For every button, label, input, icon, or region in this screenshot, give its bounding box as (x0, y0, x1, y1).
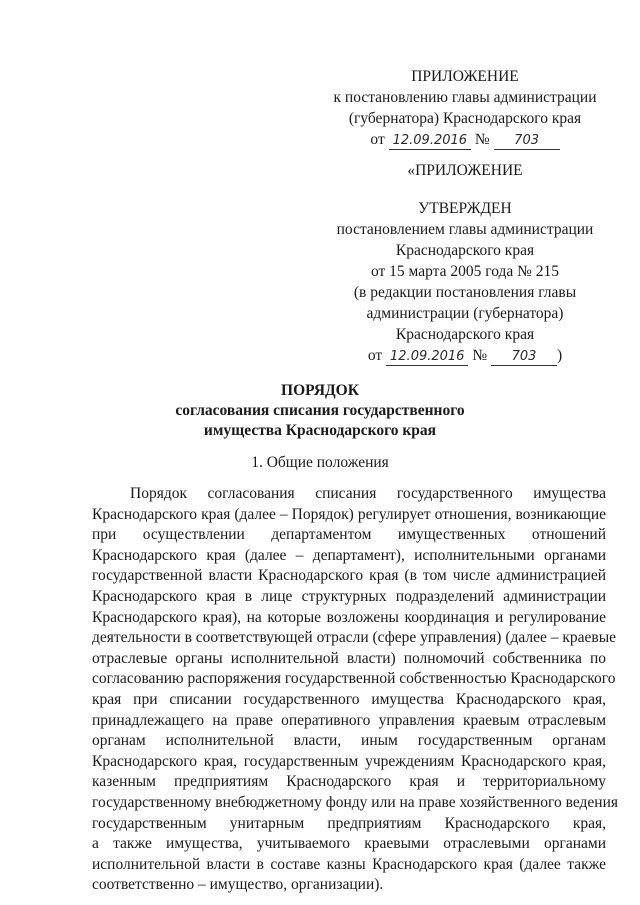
body-line: государственным унитарным предприятиям Краснодарского края, (92, 814, 606, 832)
approved-line-5: администрации (губернатора) (366, 305, 564, 322)
approved-line-1: постановлением главы администрации (336, 221, 594, 238)
body-line: а также имущества, учитываемого краевыми отраслевыми органами (92, 835, 606, 853)
body-line: государственному внебюджетному фонду или на праве хозяйственного ведения (92, 793, 619, 811)
body-line: государственной власти Краснодарского края (в том числе администрацией (92, 567, 606, 585)
closing-parenthesis: ) (557, 347, 563, 364)
body-line: соответственно – имущество, организации). (92, 876, 384, 894)
title-line-3: имущества Краснодарского края (203, 422, 437, 439)
body-line: принадлежащего на праве оперативного управления краевым отраслевым (92, 711, 606, 729)
handwritten-date: 12.09.2016 (386, 349, 468, 366)
body-line: органам исполнительной власти, иным государственным органам (92, 732, 606, 750)
approved-line-2: Краснодарского края (395, 242, 535, 259)
body-line: Краснодарского края, государственным учреждениям Краснодарского края, (92, 752, 606, 770)
body-line: казенным предприятиям Краснодарского края и территориальному (92, 773, 606, 791)
appendix-quoted-title: «ПРИЛОЖЕНИЕ (407, 162, 523, 179)
body-line: исполнительной власти в составе казны Краснодарского края (далее также (92, 855, 606, 873)
from-prefix: от (370, 131, 385, 148)
body-paragraph (92, 484, 619, 896)
section-heading: 1. Общие положения (251, 454, 389, 471)
body-line: при осуществлении департаментом имущественных отношений (92, 526, 606, 544)
document-title (0, 381, 640, 441)
number-prefix: № (472, 347, 488, 364)
body-line: Краснодарского края (далее – Порядок) регулирует отношения, возникающие (92, 505, 606, 523)
appendix-header (330, 66, 600, 150)
handwritten-number: 703 (494, 133, 560, 150)
body-line: отраслевые органы исполнительной власти) полномочий собственника по (92, 649, 606, 667)
appendix-title: ПРИЛОЖЕНИЕ (411, 68, 519, 85)
body-line: края при списании государственного имущества Краснодарского края, (92, 690, 606, 708)
approved-line-4: (в редакции постановления главы (353, 284, 577, 301)
appendix-line-1: к постановлению главы администрации (333, 89, 597, 106)
body-line: Краснодарского края в лице структурных подразделений администрации (92, 587, 606, 605)
from-prefix: от (367, 347, 383, 364)
approved-line-6: Краснодарского края (395, 326, 535, 343)
body-line: Краснодарского края), на которые возложены координация и регулирование (92, 608, 606, 626)
approved-title: УТВЕРЖДЕН (418, 200, 512, 217)
appendix-date-line (330, 129, 600, 150)
body-line: деятельности в соответствующей отрасли (сфере управления) (далее – краевые (92, 629, 617, 647)
handwritten-date: 12.09.2016 (389, 133, 471, 150)
handwritten-number: 703 (491, 349, 557, 366)
title-line-2: согласования списания государственного (175, 402, 465, 419)
body-line: Порядок согласования списания государственного имущества (130, 485, 606, 502)
approved-block (330, 198, 600, 366)
number-prefix: № (474, 131, 490, 148)
body-line: согласованию распоряжения государственной собственностью Краснодарского (92, 670, 616, 688)
title-line-1: ПОРЯДОК (281, 382, 359, 399)
body-line: Краснодарского края (далее – департамент), исполнительными органами (92, 546, 606, 564)
approved-date-line (330, 345, 600, 366)
approved-line-3: от 15 марта 2005 года № 215 (370, 263, 560, 280)
appendix-line-2: (губернатора) Краснодарского края (348, 110, 582, 127)
